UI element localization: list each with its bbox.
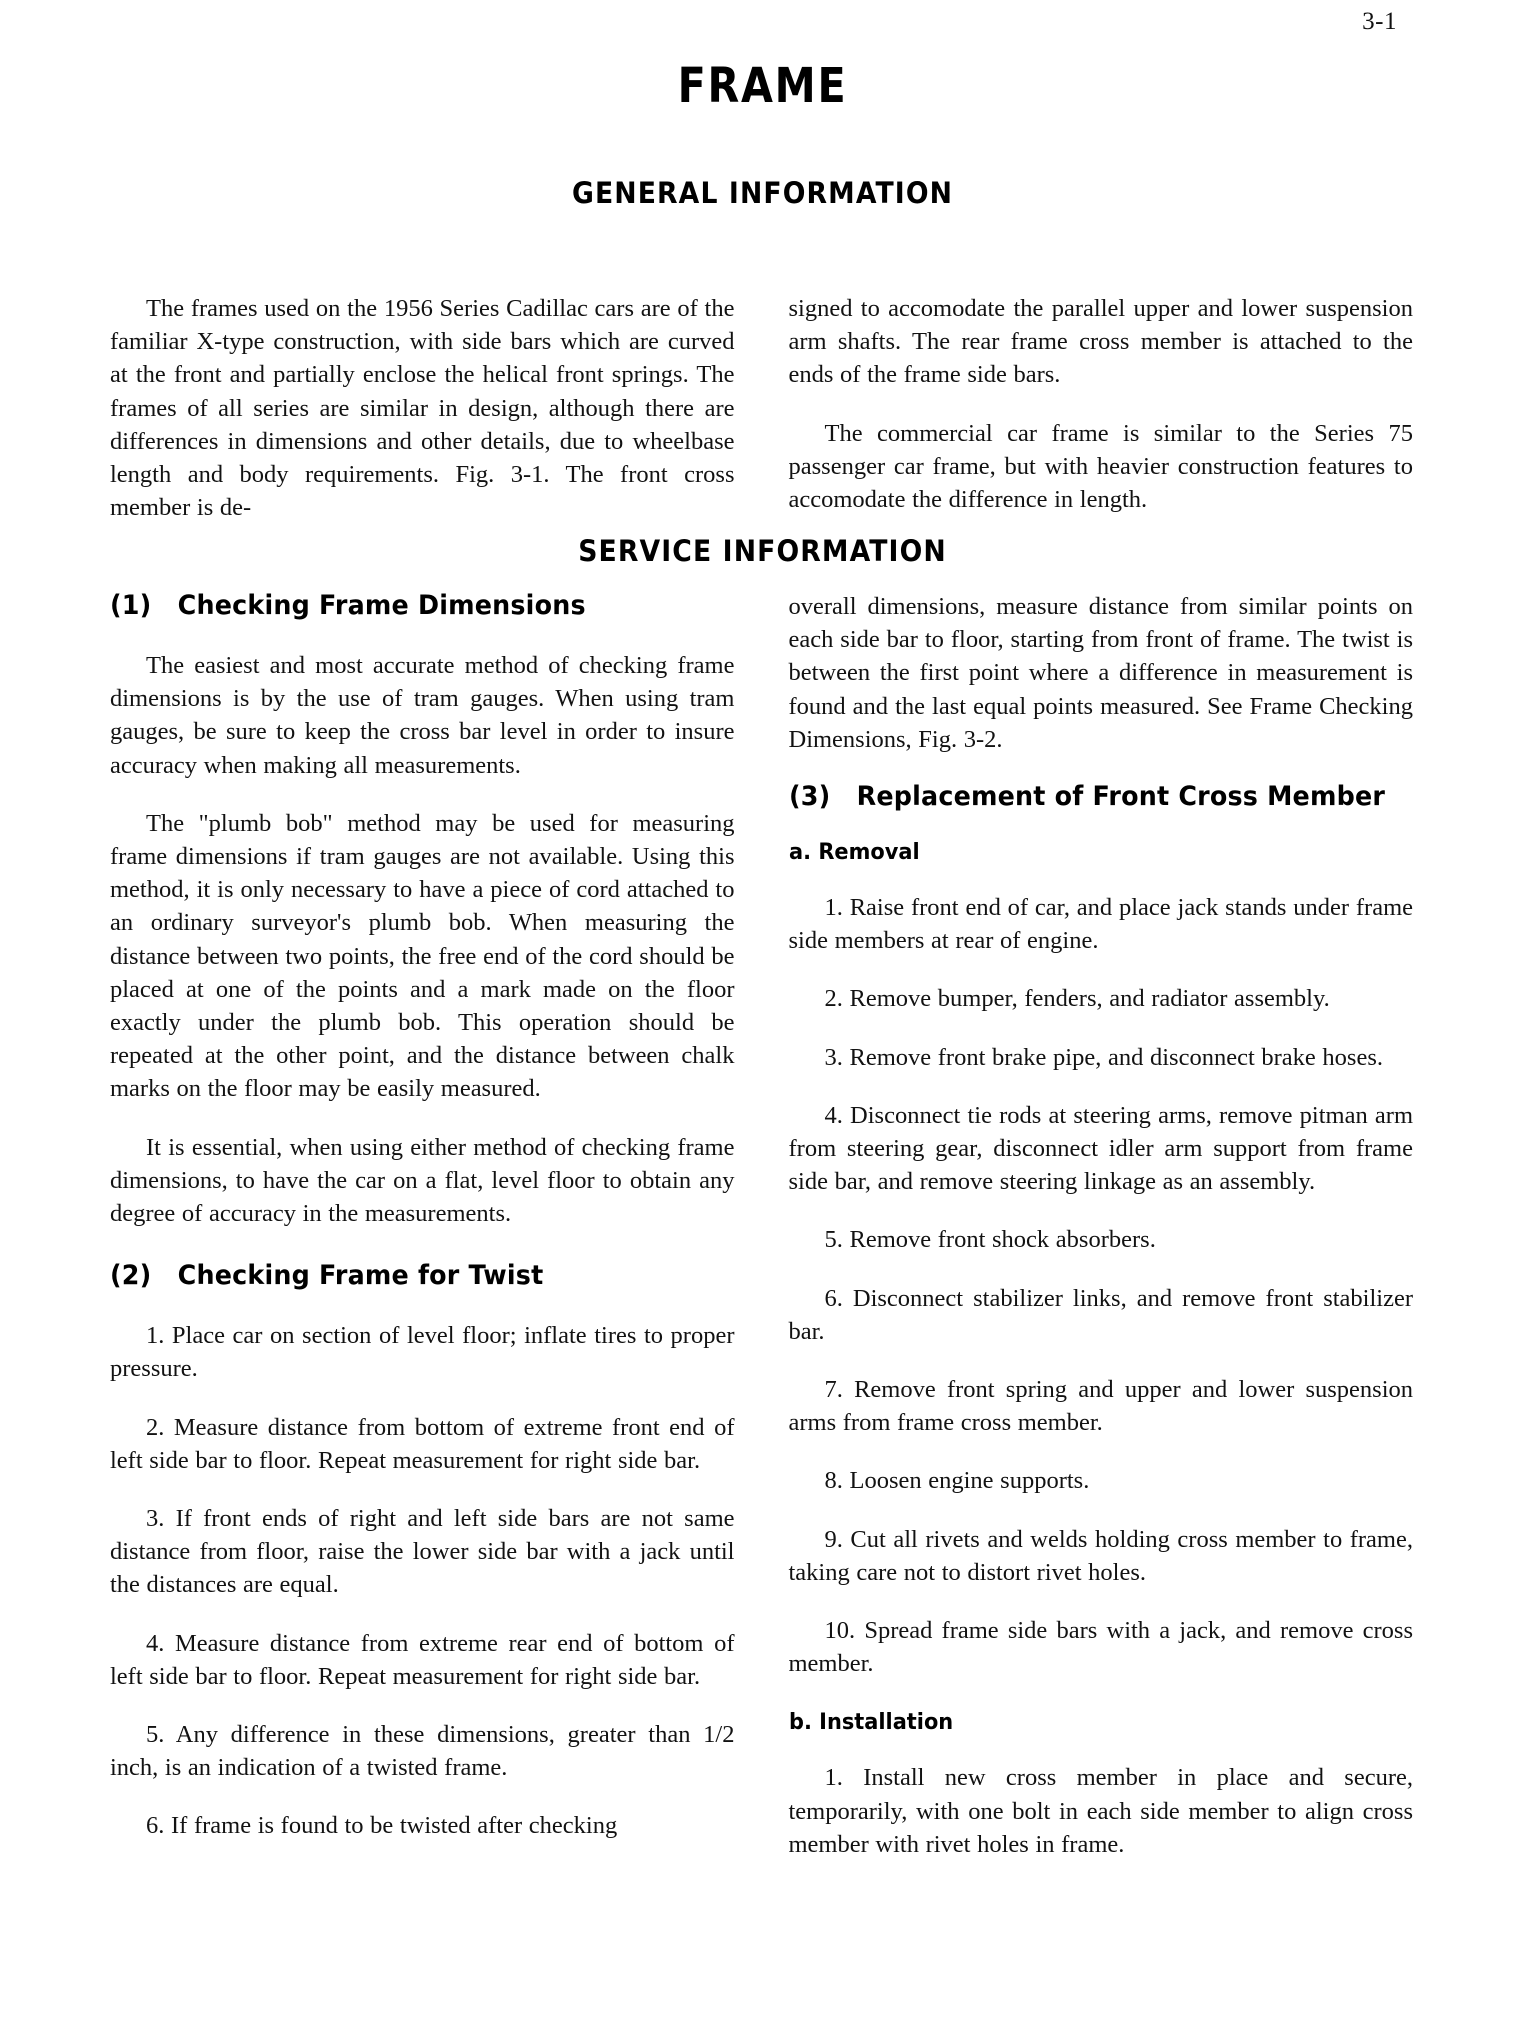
paragraph: The "plumb bob" method may be used for measuring frame dimensions if tram gauges are not available. Using this method, it is only necessary to have a piece of cord attached to an ordinary surveyor's plumb bob. When measuring the distance between two points, the free end of the cord should be placed at one of the points and a mark made on the floor exactly under the plumb bob. This operation should be repeated at the other point, and the distance between chalk marks on the floor may be easily measured. [110, 809, 735, 1103]
removal-heading: a. Removal [788, 840, 920, 866]
list-item: 1. Raise front end of car, and place jack stands under frame side members at rear of engine. [788, 894, 1413, 955]
general-left-column [110, 292, 735, 524]
general-information-columns [0, 292, 1525, 524]
installation-heading: b. Installation [788, 1710, 953, 1736]
service-right-column [789, 590, 1414, 1861]
general-information-heading: GENERAL INFORMATION [571, 176, 954, 210]
list-item: 6. Disconnect stabilizer links, and remove front stabilizer bar. [788, 1284, 1413, 1345]
subsection-heading-3 [788, 781, 1385, 813]
paragraph: signed to accomodate the parallel upper and lower suspension arm shafts. The rear frame cross member is attached to the ends of the frame side bars. [788, 295, 1413, 389]
list-item: 5. Any difference in these dimensions, greater than 1/2 inch, is an indication of a twisted frame. [110, 1721, 735, 1782]
list-item: 2. Remove bumper, fenders, and radiator assembly. [824, 985, 1330, 1013]
paragraph: The easiest and most accurate method of checking frame dimensions is by the use of tram gauges. When using tram gauges, be sure to keep the cross bar level in order to insure accuracy when making all measurements. [110, 652, 735, 779]
paragraph: The commercial car frame is similar to the Series 75 passenger car frame, but with heavier construction features to accomodate the difference in length. [788, 419, 1413, 514]
paragraph: It is essential, when using either method of checking frame dimensions, to have the car on a flat, level floor to obtain any degree of accuracy in the measurements. [110, 1133, 735, 1228]
subsection-number-1: (1) [110, 590, 152, 621]
list-item: 1. Install new cross member in place and secure, temporarily, with one bolt in each side member to align cross member with rivet holes in frame. [788, 1764, 1413, 1858]
list-item: 1. Place car on section of level floor; inflate tires to proper pressure. [110, 1322, 735, 1383]
list-item: 7. Remove front spring and upper and lower suspension arms from frame cross member. [788, 1376, 1413, 1437]
page-title: FRAME [677, 58, 848, 114]
list-item: 3. Remove front brake pipe, and disconnect brake hoses. [824, 1043, 1383, 1071]
subsection-number-3: (3) [788, 781, 830, 813]
list-item: 8. Loosen engine supports. [824, 1467, 1090, 1495]
list-item: 10. Spread frame side bars with a jack, and remove cross member. [788, 1617, 1413, 1678]
general-right-column [789, 292, 1414, 524]
subsection-heading-2 [110, 1260, 697, 1291]
list-item: 5. Remove front shock absorbers. [824, 1226, 1156, 1254]
list-item: 6. If frame is found to be twisted after checking [146, 1812, 618, 1840]
list-item: 9. Cut all rivets and welds holding cross member to frame, taking care not to distort rivet holes. [788, 1525, 1413, 1586]
service-information-columns [0, 590, 1525, 1861]
subsection-title-3: Replacement of Front Cross Member [856, 781, 1385, 813]
list-item: 4. Disconnect tie rods at steering arms, remove pitman arm from steering gear, disconnect idler arm support from frame side bar, and remove steering linkage as an assembly. [788, 1101, 1413, 1196]
subsection-title-2: Checking Frame for Twist [177, 1260, 544, 1292]
service-information-heading-wrap [0, 534, 1525, 568]
subsection-heading-1 [110, 590, 697, 621]
list-item: 4. Measure distance from extreme rear end of bottom of left side bar to floor. Repeat measurement for right side bar. [110, 1629, 735, 1690]
list-item: 3. If front ends of right and left side bars are not same distance from floor, raise the lower side bar with a jack until the distances are equal. [110, 1505, 735, 1599]
list-item: 2. Measure distance from bottom of extreme front end of left side bar to floor. Repeat measurement for right side bar. [110, 1413, 735, 1474]
service-left-column [110, 590, 735, 1861]
paragraph: overall dimensions, measure distance from similar points on each side bar to floor, starting from front of frame. The twist is between the first point where a difference in measurement is found and the last equal points measured. See Frame Checking Dimensions, Fig. 3-2. [788, 593, 1413, 753]
service-information-heading: SERVICE INFORMATION [578, 534, 947, 568]
subsection-title-1: Checking Frame Dimensions [177, 590, 586, 621]
paragraph: The frames used on the 1956 Series Cadillac cars are of the familiar X-type construction, with side bars which are curved at the front and partially enclose the helical front springs. The frames of all series are similar in design, although there are differences in dimensions and other details, due to wheelbase length and body requirements. Fig. 3-1. The front cross member is de- [110, 295, 735, 522]
page-number: 3-1 [1362, 8, 1397, 35]
subsection-number-2: (2) [110, 1260, 152, 1292]
